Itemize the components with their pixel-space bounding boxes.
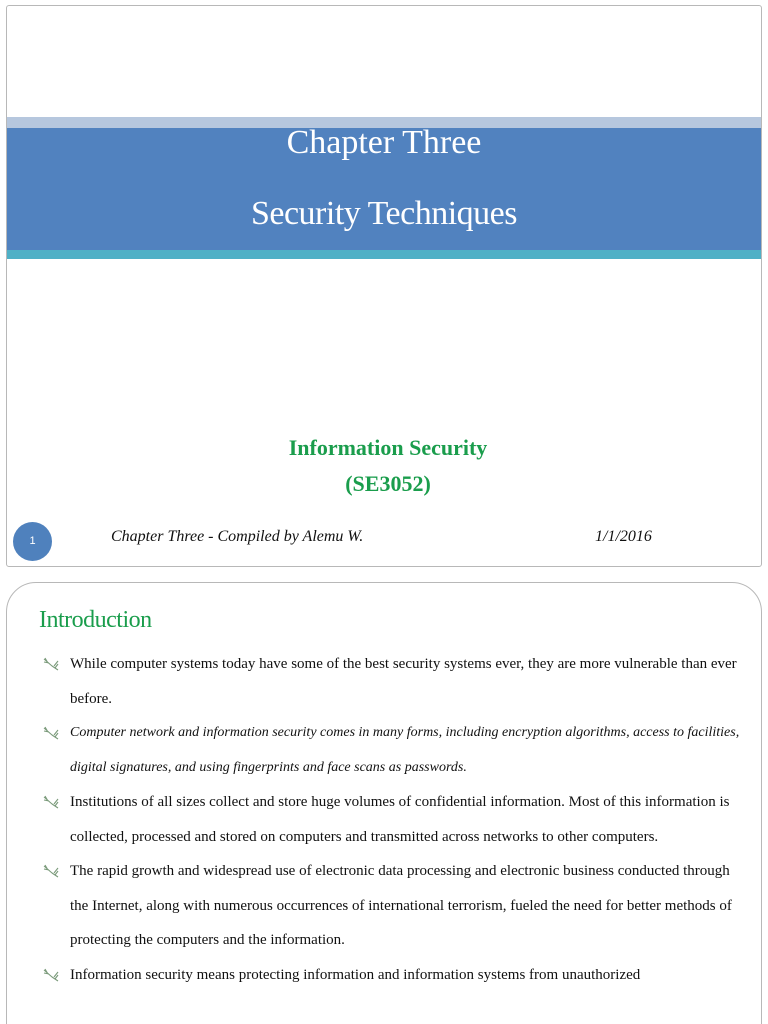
list-item (43, 785, 743, 854)
title-banner-bottom-stripe (7, 250, 761, 259)
bullet-text: Institutions of all sizes collect and store huge volumes of confidential information. Most of this information is collected, processed and stored on computers and transmitted across networks to other computers. (70, 794, 730, 845)
list-item (43, 647, 743, 716)
title-slide (6, 5, 762, 567)
feather-arrow-icon (43, 864, 59, 878)
feather-arrow-icon (43, 795, 59, 809)
page-number-badge: 1 (13, 522, 52, 561)
course-name: Information Security (288, 435, 488, 460)
slide-subtitle: Security Techniques (250, 195, 518, 232)
footer-credit: Chapter Three - Compiled by Alemu W. (111, 528, 364, 545)
list-item (43, 716, 743, 785)
course-code: (SE3052) (345, 471, 431, 496)
feather-arrow-icon (43, 657, 59, 671)
feather-arrow-icon (43, 968, 59, 982)
list-item (43, 958, 743, 993)
introduction-slide (6, 582, 762, 1024)
footer-date: 1/1/2016 (595, 528, 652, 545)
bullet-list (43, 647, 743, 992)
section-heading: Introduction (39, 607, 152, 633)
bullet-text: The rapid growth and widespread use of electronic data processing and electronic business conducted through the Internet, along with numerous occurrences of international terrorism, fueled the need for better methods of protecting the computers and the information. (70, 863, 732, 948)
slide-title: Chapter Three (286, 124, 482, 161)
bullet-text: Computer network and information security comes in many forms, including encryption algorithms, access to facilities, digital signatures, and using fingerprints and face scans as passwords. (70, 725, 740, 775)
feather-arrow-icon (43, 726, 59, 740)
list-item (43, 854, 743, 958)
bullet-text: While computer systems today have some of the best security systems ever, they are more vulnerable than ever before. (70, 656, 737, 707)
bullet-text: Information security means protecting information and information systems from unauthorized (70, 966, 641, 983)
